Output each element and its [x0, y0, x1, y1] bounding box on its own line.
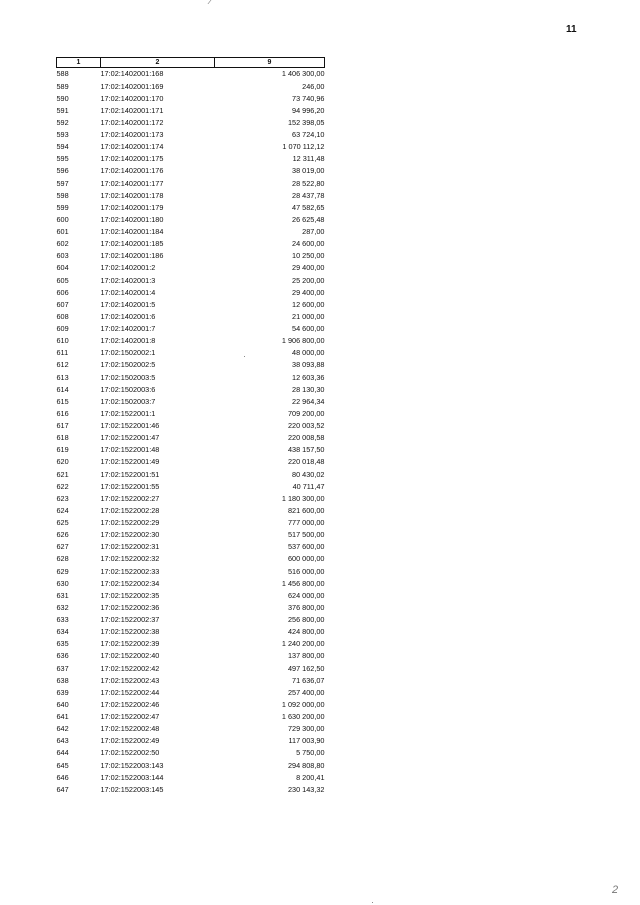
table-row — [57, 626, 325, 638]
table-row — [57, 529, 325, 541]
cadastral-value: 1 630 200,00 — [281, 712, 325, 722]
row-number: 603 — [56, 251, 69, 261]
row-number: 612 — [56, 360, 69, 370]
row-number: 642 — [56, 724, 69, 734]
cadastral-value: 1 406 300,00 — [281, 69, 325, 79]
cadastral-number: 17:02:1502003:6 — [100, 384, 156, 394]
row-number: 604 — [56, 263, 69, 273]
cadastral-number: 17:02:1522002:33 — [100, 566, 160, 576]
cadastral-number: 17:02:1522001:48 — [100, 445, 160, 455]
cadastral-value: 47 582,65 — [292, 202, 325, 212]
table-row — [57, 286, 325, 298]
cadastral-number: 17:02:1402001:180 — [100, 214, 164, 224]
cadastral-number: 17:02:1522002:31 — [100, 542, 160, 552]
table-row — [57, 747, 325, 759]
cadastral-number: 17:02:1522001:1 — [100, 408, 156, 418]
table-row — [57, 420, 325, 432]
cadastral-value: 256 800,00 — [287, 615, 325, 625]
cadastral-number: 17:02:1402001:6 — [100, 311, 156, 321]
row-number: 606 — [56, 287, 69, 297]
column-header-code: 2 — [101, 58, 215, 68]
table-row — [57, 371, 325, 383]
table-row — [57, 468, 325, 480]
table-row — [57, 104, 325, 116]
table-row — [57, 662, 325, 674]
table-row — [57, 492, 325, 504]
cadastral-number: 17:02:1522002:38 — [100, 627, 160, 637]
row-number: 597 — [56, 178, 69, 188]
cadastral-value: 230 143,32 — [287, 784, 325, 794]
page-handwritten-mark: 2 — [612, 884, 619, 896]
cadastral-value: 624 000,00 — [287, 590, 325, 600]
cadastral-value: 28 522,80 — [292, 178, 325, 188]
cadastral-number: 17:02:1402001:8 — [100, 336, 156, 346]
cadastral-number: 17:02:1522003:144 — [100, 772, 164, 782]
cadastral-value: 537 600,00 — [287, 542, 325, 552]
cadastral-value: 497 162,50 — [287, 663, 325, 673]
row-number: 638 — [56, 675, 69, 685]
cadastral-value: 38 019,00 — [292, 166, 325, 176]
cadastral-value: 287,00 — [302, 227, 325, 237]
cadastral-value: 25 200,00 — [292, 275, 325, 285]
cadastral-value: 24 600,00 — [292, 239, 325, 249]
row-number: 626 — [56, 530, 69, 540]
cadastral-value: 71 636,07 — [292, 675, 325, 685]
row-number: 647 — [56, 784, 69, 794]
table-row — [57, 650, 325, 662]
table-row — [57, 614, 325, 626]
cadastral-value: 94 996,20 — [292, 105, 325, 115]
row-number: 594 — [56, 142, 69, 152]
table-row — [57, 238, 325, 250]
cadastral-number: 17:02:1522002:43 — [100, 675, 160, 685]
row-number: 636 — [56, 651, 69, 661]
cadastral-number: 17:02:1402001:172 — [100, 117, 164, 127]
row-number: 596 — [56, 166, 69, 176]
row-number: 629 — [56, 566, 69, 576]
cadastral-number: 17:02:1402001:179 — [100, 202, 164, 212]
cadastral-number: 17:02:1522002:44 — [100, 687, 160, 697]
cadastral-value: 777 000,00 — [287, 518, 325, 528]
row-number: 602 — [56, 239, 69, 249]
table-row — [57, 480, 325, 492]
cadastral-number: 17:02:1522002:49 — [100, 736, 160, 746]
table-row — [57, 541, 325, 553]
table-row — [57, 711, 325, 723]
row-number: 601 — [56, 227, 69, 237]
row-number: 609 — [56, 324, 69, 334]
table-row — [57, 117, 325, 129]
row-number: 624 — [56, 505, 69, 515]
row-number: 628 — [56, 554, 69, 564]
cadastral-value: 220 018,48 — [287, 457, 325, 467]
register-table — [56, 57, 325, 796]
row-number: 644 — [56, 748, 69, 758]
cadastral-value: 220 008,58 — [287, 433, 325, 443]
cadastral-number: 17:02:1522001:49 — [100, 457, 160, 467]
cadastral-value: 1 070 112,12 — [282, 142, 325, 152]
row-number: 613 — [56, 372, 69, 382]
row-number: 619 — [56, 445, 69, 455]
cadastral-number: 17:02:1522002:36 — [100, 602, 160, 612]
row-number: 598 — [56, 190, 69, 200]
table-row — [57, 456, 325, 468]
cadastral-value: 8 200,41 — [296, 772, 325, 782]
table-row — [57, 589, 325, 601]
table-row — [57, 444, 325, 456]
table-row — [57, 347, 325, 359]
scan-speck — [372, 902, 373, 903]
cadastral-number: 17:02:1402001:178 — [100, 190, 164, 200]
row-number: 633 — [56, 615, 69, 625]
table-row — [57, 771, 325, 783]
cadastral-value: 22 964,34 — [292, 396, 325, 406]
row-number: 605 — [56, 275, 69, 285]
cadastral-value: 10 250,00 — [292, 251, 325, 261]
cadastral-value: 600 000,00 — [287, 554, 325, 564]
row-number: 645 — [56, 760, 69, 770]
cadastral-number: 17:02:1522001:55 — [100, 481, 160, 491]
cadastral-number: 17:02:1522002:48 — [100, 724, 160, 734]
table-row — [57, 759, 325, 771]
cadastral-number: 17:02:1402001:170 — [100, 93, 164, 103]
row-number: 641 — [56, 712, 69, 722]
cadastral-number: 17:02:1402001:2 — [100, 263, 156, 273]
cadastral-number: 17:02:1522002:39 — [100, 639, 160, 649]
cadastral-number: 17:02:1522002:29 — [100, 518, 160, 528]
row-number: 608 — [56, 311, 69, 321]
cadastral-value: 73 740,96 — [292, 93, 325, 103]
cadastral-value: 220 003,52 — [287, 421, 325, 431]
cadastral-value: 1 906 800,00 — [281, 336, 325, 346]
cadastral-number: 17:02:1402001:176 — [100, 166, 164, 176]
cadastral-number: 17:02:1522002:47 — [100, 712, 160, 722]
table-row — [57, 735, 325, 747]
table-row — [57, 602, 325, 614]
cadastral-value: 12 603,36 — [292, 372, 325, 382]
row-number: 631 — [56, 590, 69, 600]
cadastral-number: 17:02:1402001:3 — [100, 275, 156, 285]
cadastral-value: 80 430,02 — [292, 469, 325, 479]
cadastral-value: 28 437,78 — [292, 190, 325, 200]
table-row — [57, 699, 325, 711]
row-number: 595 — [56, 154, 69, 164]
cadastral-value: 294 808,80 — [287, 760, 325, 770]
cadastral-number: 17:02:1402001:169 — [100, 81, 164, 91]
cadastral-number: 17:02:1402001:5 — [100, 299, 156, 309]
table-row — [57, 177, 325, 189]
cadastral-number: 17:02:1522002:34 — [100, 578, 160, 588]
cadastral-number: 17:02:1402001:168 — [100, 69, 164, 79]
row-number: 632 — [56, 602, 69, 612]
row-number: 600 — [56, 214, 69, 224]
column-header-value: 9 — [215, 58, 325, 68]
cadastral-value: 438 157,50 — [287, 445, 325, 455]
row-number: 646 — [56, 772, 69, 782]
row-number: 639 — [56, 687, 69, 697]
cadastral-value: 1 092 000,00 — [281, 699, 325, 709]
cadastral-value: 12 311,48 — [292, 154, 325, 164]
table-row — [57, 553, 325, 565]
cadastral-number: 17:02:1502002:1 — [100, 348, 156, 358]
row-number: 621 — [56, 469, 69, 479]
cadastral-value: 48 000,00 — [292, 348, 325, 358]
row-number: 634 — [56, 627, 69, 637]
table-row — [57, 311, 325, 323]
row-number: 627 — [56, 542, 69, 552]
cadastral-value: 117 003,90 — [288, 736, 325, 746]
table-row — [57, 141, 325, 153]
cadastral-value: 21 000,00 — [292, 311, 325, 321]
cadastral-number: 17:02:1522002:37 — [100, 615, 160, 625]
row-number: 611 — [56, 348, 69, 358]
row-number: 616 — [56, 408, 69, 418]
cadastral-value: 152 398,05 — [287, 117, 325, 127]
table-row — [57, 674, 325, 686]
table-row — [57, 80, 325, 92]
scan-mark: ⁄ — [210, 0, 212, 6]
cadastral-number: 17:02:1522002:27 — [100, 493, 160, 503]
row-number: 618 — [56, 433, 69, 443]
cadastral-number: 17:02:1402001:171 — [100, 105, 164, 115]
row-number: 620 — [56, 457, 69, 467]
page-number: 11 — [566, 24, 577, 35]
table-row — [57, 432, 325, 444]
table-row — [57, 201, 325, 213]
cadastral-value: 257 400,00 — [287, 687, 325, 697]
cadastral-value: 1 456 800,00 — [281, 578, 325, 588]
cadastral-number: 17:02:1522002:46 — [100, 699, 160, 709]
cadastral-value: 26 625,48 — [292, 214, 325, 224]
cadastral-value: 40 711,47 — [292, 481, 325, 491]
table-row — [57, 262, 325, 274]
cadastral-value: 63 724,10 — [292, 130, 325, 140]
table-row — [57, 153, 325, 165]
cadastral-number: 17:02:1402001:174 — [100, 142, 164, 152]
cadastral-number: 17:02:1522002:40 — [100, 651, 160, 661]
row-number: 625 — [56, 518, 69, 528]
cadastral-value: 38 093,88 — [292, 360, 325, 370]
row-number: 592 — [56, 117, 69, 127]
row-number: 607 — [56, 299, 69, 309]
cadastral-number: 17:02:1522002:50 — [100, 748, 160, 758]
cadastral-value: 709 200,00 — [287, 408, 325, 418]
table-row — [57, 395, 325, 407]
cadastral-value: 376 800,00 — [287, 602, 325, 612]
cadastral-value: 5 750,00 — [296, 748, 325, 758]
row-number: 588 — [56, 69, 69, 79]
table-row — [57, 189, 325, 201]
cadastral-value: 28 130,30 — [292, 384, 325, 394]
cadastral-number: 17:02:1402001:184 — [100, 227, 164, 237]
row-number: 590 — [56, 93, 69, 103]
table-row — [57, 335, 325, 347]
row-number: 623 — [56, 493, 69, 503]
row-number: 591 — [56, 105, 69, 115]
table-row — [57, 505, 325, 517]
cadastral-number: 17:02:1522001:47 — [100, 433, 160, 443]
cadastral-value: 1 240 200,00 — [281, 639, 325, 649]
row-number: 630 — [56, 578, 69, 588]
table-body — [57, 68, 325, 796]
cadastral-number: 17:02:1402001:177 — [100, 178, 164, 188]
table-row — [57, 274, 325, 286]
cadastral-value: 29 400,00 — [292, 263, 325, 273]
table-row — [57, 359, 325, 371]
cadastral-number: 17:02:1522001:46 — [100, 421, 160, 431]
table-row — [57, 565, 325, 577]
cadastral-number: 17:02:1502003:5 — [100, 372, 156, 382]
table-row — [57, 68, 325, 81]
table-row — [57, 408, 325, 420]
cadastral-value: 137 800,00 — [287, 651, 325, 661]
cadastral-number: 17:02:1522003:143 — [100, 760, 164, 770]
cadastral-number: 17:02:1522001:51 — [100, 469, 160, 479]
table-row — [57, 250, 325, 262]
row-number: 593 — [56, 130, 69, 140]
table-row — [57, 226, 325, 238]
row-number: 599 — [56, 202, 69, 212]
table-row — [57, 686, 325, 698]
column-header-number: 1 — [57, 58, 101, 68]
table-row — [57, 298, 325, 310]
table-row — [57, 723, 325, 735]
row-number: 635 — [56, 639, 69, 649]
row-number: 640 — [56, 699, 69, 709]
table-row — [57, 214, 325, 226]
cadastral-value: 516 000,00 — [287, 566, 325, 576]
cadastral-value: 246,00 — [302, 81, 325, 91]
cadastral-number: 17:02:1402001:175 — [100, 154, 164, 164]
cadastral-value: 517 500,00 — [287, 530, 325, 540]
cadastral-number: 17:02:1522002:32 — [100, 554, 160, 564]
cadastral-value: 424 800,00 — [287, 627, 325, 637]
cadastral-number: 17:02:1522002:30 — [100, 530, 160, 540]
cadastral-number: 17:02:1522002:35 — [100, 590, 160, 600]
table-row — [57, 517, 325, 529]
cadastral-number: 17:02:1402001:173 — [100, 130, 164, 140]
cadastral-number: 17:02:1522002:42 — [100, 663, 160, 673]
cadastral-number: 17:02:1502003:7 — [100, 396, 156, 406]
table-row — [57, 383, 325, 395]
cadastral-value: 29 400,00 — [292, 287, 325, 297]
table-row — [57, 638, 325, 650]
cadastral-value: 12 600,00 — [292, 299, 325, 309]
table-row — [57, 323, 325, 335]
table-row — [57, 577, 325, 589]
row-number: 589 — [56, 81, 69, 91]
cadastral-value: 821 600,00 — [287, 505, 325, 515]
cadastral-number: 17:02:1502002:5 — [100, 360, 156, 370]
cadastral-number: 17:02:1402001:4 — [100, 287, 156, 297]
table-row — [57, 783, 325, 795]
row-number: 614 — [56, 384, 69, 394]
row-number: 615 — [56, 396, 69, 406]
row-number: 617 — [56, 421, 69, 431]
cadastral-number: 17:02:1402001:7 — [100, 324, 156, 334]
cadastral-value: 54 600,00 — [292, 324, 325, 334]
table-header-row — [57, 58, 325, 68]
row-number: 610 — [56, 336, 69, 346]
cadastral-value: 1 180 300,00 — [281, 493, 325, 503]
table-row — [57, 165, 325, 177]
cadastral-value: 729 300,00 — [287, 724, 325, 734]
cadastral-number: 17:02:1402001:186 — [100, 251, 164, 261]
row-number: 622 — [56, 481, 69, 491]
cadastral-number: 17:02:1402001:185 — [100, 239, 164, 249]
table-row — [57, 92, 325, 104]
cadastral-number: 17:02:1522002:28 — [100, 505, 160, 515]
row-number: 637 — [56, 663, 69, 673]
table-row — [57, 129, 325, 141]
cadastral-number: 17:02:1522003:145 — [100, 784, 164, 794]
row-number: 643 — [56, 736, 69, 746]
